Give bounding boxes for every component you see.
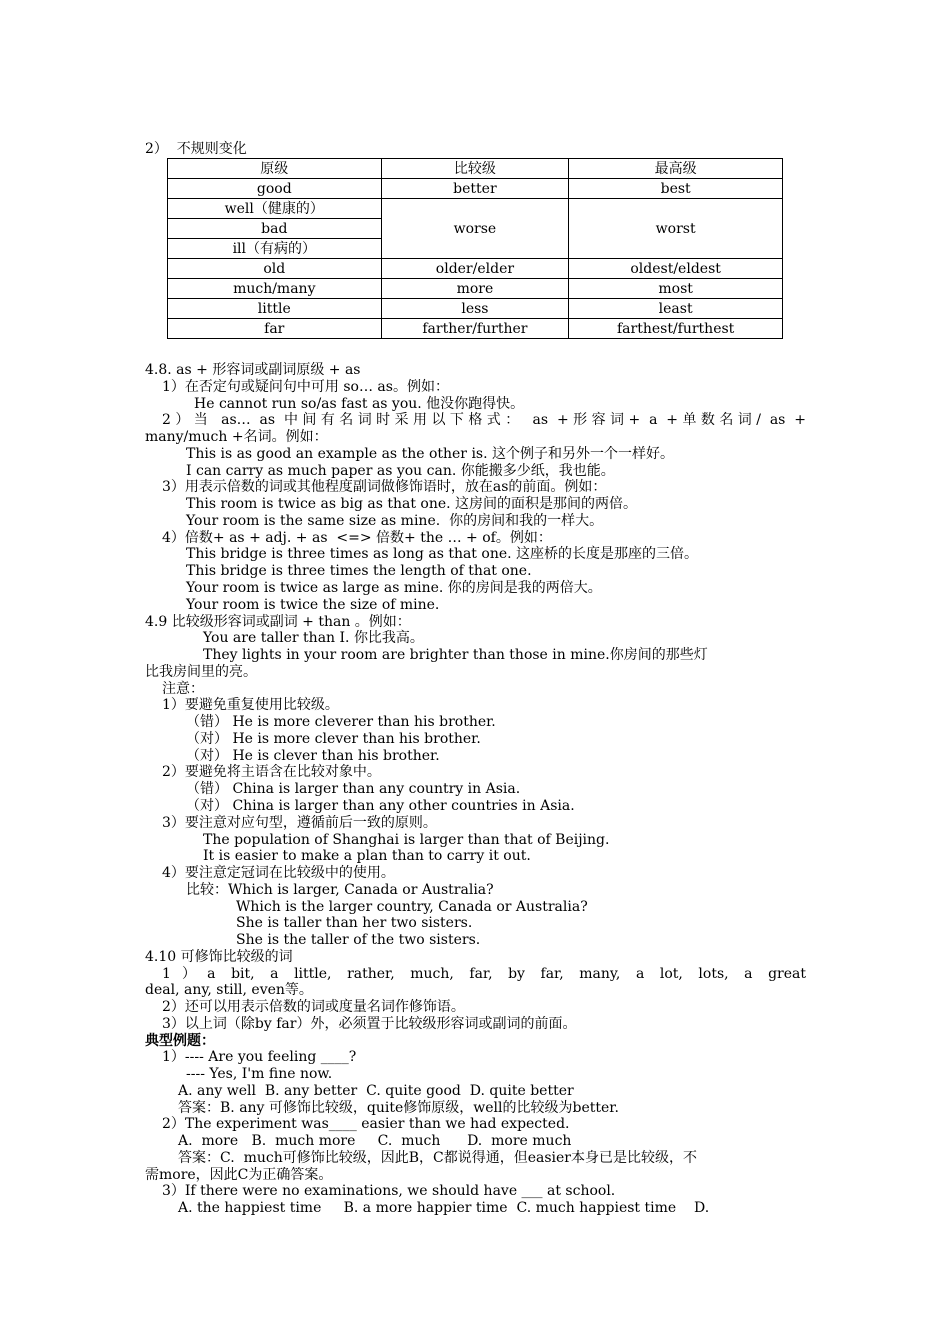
note-label: 注意： [162, 681, 204, 697]
text-line: many/much +名词。例如： [145, 429, 328, 445]
table-cell: bad [168, 219, 382, 239]
irregular-comparison-table [167, 158, 783, 339]
text-line: 2）还可以用表示倍数的词或度量名词作修饰语。 [162, 999, 465, 1015]
table-cell: older/elder [381, 259, 569, 279]
table-row [168, 199, 783, 219]
header-positive: 原级 [168, 159, 382, 179]
table-cell-merged: worst [569, 199, 783, 259]
header-superlative: 最高级 [569, 159, 783, 179]
table-cell: old [168, 259, 382, 279]
text-line: 2）当 as… as 中间有名词时采用以下格式： as +形容词+ a +单数名词/ as + [162, 412, 806, 428]
text-line: 1）在否定句或疑问句中可用 so… as。例如： [162, 379, 449, 395]
example-line: You are taller than I. 你比我高。 [203, 630, 424, 646]
example-line: Your room is twice the size of mine. [186, 597, 440, 613]
options-line: A. the happiest time B. a more happier time C. much happiest time D. [178, 1200, 710, 1216]
example-line: She is taller than her two sisters. [236, 915, 473, 931]
example-line: They lights in your room are brighter than those in mine.你房间的那些灯 [203, 647, 708, 663]
table-cell: far [168, 319, 382, 339]
example-line: This is as good an example as the other is. 这个例子和另外一个一样好。 [186, 446, 675, 462]
question-line: 1）---- Are you feeling ____? [162, 1049, 357, 1065]
example-line: 比我房间里的亮。 [145, 664, 257, 680]
text-line: 4）倍数+ as + adj. + as <=> 倍数+ the … + of。例如： [162, 530, 552, 546]
options-line: A. any well B. any better C. quite good D. quite better [178, 1083, 574, 1099]
example-line: This bridge is three times as long as that one. 这座桥的长度是那座的三倍。 [186, 546, 699, 562]
table-cell: oldest/eldest [569, 259, 783, 279]
example-line: I can carry as much paper as you can. 你能搬多少纸，我也能。 [186, 463, 615, 479]
table-cell: well（健康的） [168, 199, 382, 219]
text-line: 3）用表示倍数的词或其他程度副词做修饰语时，放在as的前面。例如： [162, 479, 607, 495]
table-cell: farther/further [381, 319, 569, 339]
table-row [168, 259, 783, 279]
table-cell: best [569, 179, 783, 199]
table-cell: more [381, 279, 569, 299]
section-heading-4-10: 4.10 可修饰比较级的词 [145, 949, 293, 965]
section-heading-irregular: 2） 不规则变化 [145, 141, 247, 157]
table-cell: little [168, 299, 382, 319]
typical-examples-heading: 典型例题： [145, 1033, 215, 1049]
table-cell-merged: worse [381, 199, 569, 259]
question-line: 3）If there were no examinations, we should have ___ at school. [162, 1183, 616, 1199]
table-cell: ill（有病的） [168, 239, 382, 259]
example-line: Your room is the same size as mine. 你的房间和我的一样大。 [186, 513, 604, 529]
options-line: A. more B. much more C. much D. more much [178, 1133, 572, 1149]
example-line: （错） He is more cleverer than his brother. [186, 714, 496, 730]
table-cell: much/many [168, 279, 382, 299]
example-line: It is easier to make a plan than to carry it out. [203, 848, 531, 864]
text-line: deal, any, still, even等。 [145, 982, 313, 998]
table-row [168, 319, 783, 339]
text-line: 3）以上词（除by far）外，必须置于比较级形容词或副词的前面。 [162, 1016, 577, 1032]
table-row [168, 179, 783, 199]
section-heading-4-9: 4.9 比较级形容词或副词 + than 。例如： [145, 614, 411, 630]
header-comparative: 比较级 [381, 159, 569, 179]
text-line: 2）要避免将主语含在比较对象中。 [162, 764, 381, 780]
table-cell: better [381, 179, 569, 199]
text-line: 3）要注意对应句型，遵循前后一致的原则。 [162, 815, 437, 831]
table-cell: good [168, 179, 382, 199]
example-line: （对） He is more clever than his brother. [186, 731, 481, 747]
table-row [168, 299, 783, 319]
example-line: Which is the larger country, Canada or Australia? [236, 899, 588, 915]
example-line: 比较：Which is larger, Canada or Australia? [186, 882, 494, 898]
table-row [168, 279, 783, 299]
text-line: 1）a bit, a little, rather, much, far, by far, many, a lot, lots, a great [162, 966, 806, 982]
question-line: 2）The experiment was____ easier than we had expected. [162, 1116, 570, 1132]
table-cell: most [569, 279, 783, 299]
answer-line: 答案：C. much可修饰比较级，因此B，C都说得通，但easier本身已是比较级，不 [178, 1150, 697, 1166]
table-header-row [168, 159, 783, 179]
example-line: Your room is twice as large as mine. 你的房间是我的两倍大。 [186, 580, 602, 596]
table-cell: farthest/furthest [569, 319, 783, 339]
example-line: This room is twice as big as that one. 这房间的面积是那间的两倍。 [186, 496, 638, 512]
question-line: ---- Yes, I'm fine now. [186, 1066, 333, 1082]
example-line: The population of Shanghai is larger than that of Beijing. [203, 832, 610, 848]
example-line: （错） China is larger than any country in Asia. [186, 781, 521, 797]
table-cell: less [381, 299, 569, 319]
example-line: He cannot run so/as fast as you. 他没你跑得快。 [194, 396, 525, 412]
answer-line: 答案：B. any 可修饰比较级，quite修饰原级，well的比较级为better. [178, 1100, 619, 1116]
text-line: 4）要注意定冠词在比较级中的使用。 [162, 865, 395, 881]
table-cell: least [569, 299, 783, 319]
example-line: This bridge is three times the length of that one. [186, 563, 532, 579]
example-line: （对） He is clever than his brother. [186, 748, 440, 764]
example-line: She is the taller of the two sisters. [236, 932, 481, 948]
answer-line: 需more，因此C为正确答案。 [145, 1167, 333, 1183]
text-line: 1）要避免重复使用比较级。 [162, 697, 339, 713]
section-heading-4-8: 4.8. as + 形容词或副词原级 + as [145, 362, 361, 378]
example-line: （对） China is larger than any other countries in Asia. [186, 798, 575, 814]
